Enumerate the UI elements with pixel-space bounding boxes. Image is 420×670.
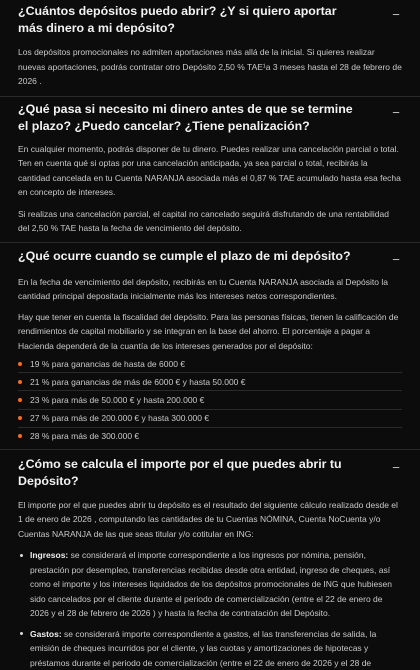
income-bullet xyxy=(18,548,402,621)
tax-rate-item: 27 % para más de 200.000 € y hasta 300.000 € xyxy=(18,410,402,428)
faq-header[interactable] xyxy=(18,248,402,268)
collapse-icon[interactable]: − xyxy=(392,459,400,475)
faq-question: ¿Qué pasa si necesito mi dinero antes de que se termine el plazo? ¿Puedo cancelar? ¿Tiene penalización? xyxy=(18,101,353,133)
bullet-icon xyxy=(18,434,22,438)
faq-answer-paragraph: Hay que tener en cuenta la fiscalidad del depósito. Para las personas físicas, tienen la calificación de rendimientos de capital mobiliario y se integran en la base del ahorro. El porcentaje a pagar a Hacienda dependerá de la cuantía de los intereses generados por el depósito: xyxy=(18,311,399,351)
faq-question: ¿Cómo se calcula el importe por el que puedes abrir tu Depósito? xyxy=(18,456,342,488)
faq-answer-paragraph: Si realizas una cancelación parcial, el capital no cancelado seguirá disfrutando de una rentabilidad del 2,50 % TAE hasta la fecha de vencimiento del depósito. xyxy=(18,208,389,233)
bullet-icon xyxy=(18,416,22,420)
faq-header[interactable] xyxy=(18,456,402,490)
bullet-text: se considerará el importe correspondiente a los ingresos por nómina, pensión, prestación por desempleo, transferencias recibidas desde otra entidad, ingreso de cheques, así como el importe y los intereses liquidados de los depósitos promocionales de ING que hubiesen sido cancelados por el cliente durante el periodo de comercialización (entre el 22 de enero de 2026 y el 28 de febrero de 2026 ) y hasta la fecha de contratación del Depósito. xyxy=(30,550,392,619)
faq-question: ¿Qué ocurre cuando se cumple el plazo de mi depósito? xyxy=(18,248,351,263)
faq-item-early-cancellation xyxy=(0,97,420,243)
tax-rate-list xyxy=(18,355,402,445)
collapse-icon[interactable]: − xyxy=(392,7,400,22)
bullet-icon xyxy=(18,398,22,402)
faq-answer-paragraph: Los depósitos promocionales no admiten aportaciones más allá de la inicial. Si quieres realizar nuevas aportaciones, podrás contratar otro Depósito 2,50 % TAE¹a 3 meses hasta el 28 de febrero de 2026 . xyxy=(18,47,402,86)
bullet-term: Gastos: xyxy=(30,628,62,639)
bullet-icon xyxy=(20,632,23,635)
tax-rate-item: 19 % para ganancias de hasta de 6000 € xyxy=(18,355,402,373)
expenses-bullet xyxy=(18,627,402,670)
faq-item-maturity xyxy=(0,243,420,450)
faq-header[interactable] xyxy=(18,101,402,135)
faq-header[interactable] xyxy=(18,3,402,37)
bullet-icon xyxy=(20,554,23,557)
faq-item-amount-calculation xyxy=(0,450,420,670)
collapse-icon[interactable]: − xyxy=(392,104,400,120)
bullet-text: se considerará importe correspondiente a gastos, el las transferencias de salida, la emisión de cheques incurridos por el cliente, y las cuotas y amortizaciones de hipotecas y préstamos durante el periodo de comercialización (entre el 22 de enero de 2026 y el 28 de xyxy=(30,628,377,668)
collapse-icon[interactable]: − xyxy=(392,251,400,267)
faq-answer-paragraph: En la fecha de vencimiento del depósito, recibirás en tu Cuenta NARANJA asociada al Depósito la cantidad principal depositada inicialmente más los intereses netos correspondientes. xyxy=(18,276,388,301)
bullet-icon xyxy=(18,362,22,366)
tax-rate-item: 23 % para más de 50.000 € y hasta 200.000 € xyxy=(18,391,402,409)
faq-item-deposits-count xyxy=(0,0,420,97)
faq-question: ¿Cuántos depósitos puedo abrir? ¿Y si quiero aportar más dinero a mi depósito? xyxy=(18,4,337,35)
bullet-term: Ingresos: xyxy=(30,550,69,561)
tax-rate-item: 21 % para ganancias de más de 6000 € y hasta 50.000 € xyxy=(18,373,402,391)
bullet-icon xyxy=(18,380,22,384)
faq-answer-paragraph: El importe por el que puedes abrir tu depósito es el resultado del siguiente cálculo realizado desde el 1 de enero de 2026 , computando las cantidades de tu Cuentas NÓMINA, Cuenta NoCuenta y/o Cuentas NARANJA de las que seas titular y/o cotitular en ING: xyxy=(18,499,398,539)
faq-answer-paragraph: En cualquier momento, podrás disponer de tu dinero. Puedes realizar una cancelación parcial o total. Ten en cuenta qué si optas por una cancelación anticipada, ya sea parcial o total, recibirás la cantidad cancelada en tu Cuenta NARANJA asociada más el 0,87 % TAE acumulado hasta esa fecha en concepto de intereses. xyxy=(18,143,401,197)
tax-rate-item: 28 % para más de 300.000 € xyxy=(18,428,402,445)
